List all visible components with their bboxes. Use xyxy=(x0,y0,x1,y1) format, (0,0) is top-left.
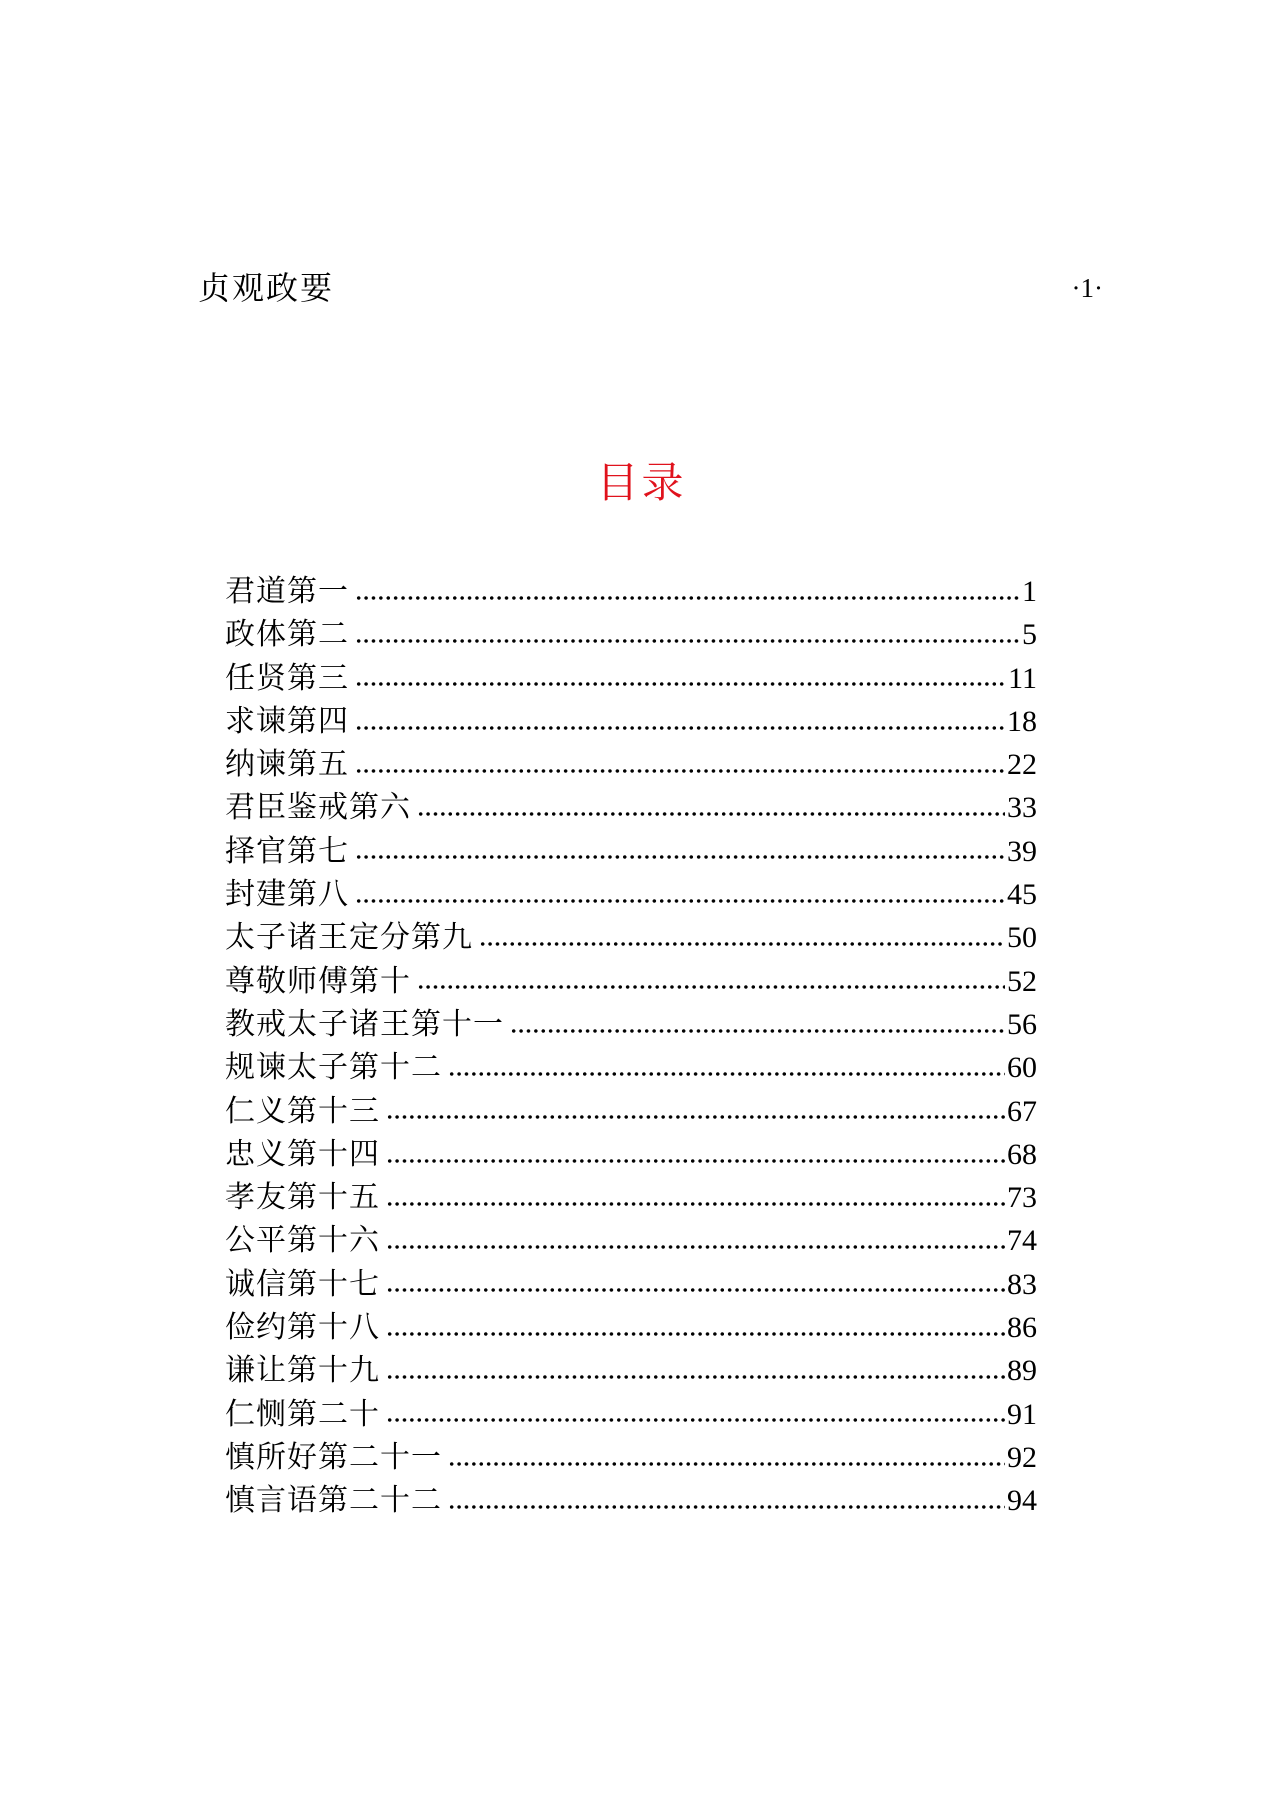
table-of-contents xyxy=(225,572,1037,1525)
toc-entry[interactable] xyxy=(225,702,1037,745)
toc-entry-label: 君臣鉴戒第六 xyxy=(225,790,411,826)
book-title: 贞观政要 xyxy=(198,269,335,307)
toc-entry[interactable] xyxy=(225,1048,1037,1091)
dot-leader xyxy=(386,1115,1005,1119)
toc-heading: 目录 xyxy=(596,458,687,507)
toc-entry[interactable] xyxy=(225,1178,1037,1221)
toc-entry[interactable] xyxy=(225,962,1037,1005)
toc-entry-label: 仁义第十三 xyxy=(225,1093,380,1129)
toc-entry-label: 君道第一 xyxy=(225,574,349,609)
toc-entry-label: 慎所好第二十一 xyxy=(225,1439,442,1475)
toc-entry-page: 22 xyxy=(1007,748,1037,782)
dot-leader xyxy=(448,1072,1005,1076)
toc-entry-label: 太子诸王定分第九 xyxy=(225,920,473,956)
toc-entry-label: 纳谏第五 xyxy=(225,747,349,783)
dot-leader xyxy=(479,942,1005,946)
toc-entry-label: 公平第十六 xyxy=(225,1223,380,1259)
dot-leader xyxy=(355,769,1005,773)
toc-entry[interactable] xyxy=(225,1005,1037,1048)
toc-entry-page: 89 xyxy=(1007,1354,1037,1388)
toc-entry[interactable] xyxy=(225,832,1037,875)
dot-leader xyxy=(448,1505,1005,1509)
toc-entry[interactable] xyxy=(225,615,1037,658)
toc-entry-page: 33 xyxy=(1007,791,1037,825)
toc-entry-label: 俭约第十八 xyxy=(225,1310,380,1346)
toc-entry[interactable] xyxy=(225,1221,1037,1264)
toc-entry-page: 56 xyxy=(1007,1007,1037,1041)
dot-leader xyxy=(417,985,1005,989)
toc-entry[interactable] xyxy=(225,1351,1037,1394)
toc-entry-page: 60 xyxy=(1007,1051,1037,1085)
toc-entry[interactable] xyxy=(225,918,1037,961)
dot-leader xyxy=(355,899,1005,903)
dot-leader xyxy=(386,1245,1005,1249)
dot-leader xyxy=(386,1418,1005,1422)
toc-entry-page: 83 xyxy=(1007,1267,1037,1301)
toc-entry-label: 诚信第十七 xyxy=(225,1266,380,1302)
toc-entry[interactable] xyxy=(225,572,1037,615)
toc-entry-page: 91 xyxy=(1007,1397,1037,1431)
dot-leader xyxy=(386,1375,1005,1379)
dot-leader xyxy=(510,1029,1005,1033)
toc-entry-label: 政体第二 xyxy=(225,617,349,653)
toc-entry[interactable] xyxy=(225,745,1037,788)
toc-entry[interactable] xyxy=(225,659,1037,702)
toc-entry-page: 11 xyxy=(1008,661,1037,695)
toc-entry-page: 73 xyxy=(1007,1181,1037,1215)
toc-entry-label: 尊敬师傅第十 xyxy=(225,963,411,999)
toc-entry-label: 慎言语第二十二 xyxy=(225,1483,442,1519)
toc-entry-label: 规谏太子第十二 xyxy=(225,1050,442,1086)
toc-entry-page: 74 xyxy=(1007,1224,1037,1258)
toc-entry-page: 67 xyxy=(1007,1094,1037,1128)
toc-entry-page: 94 xyxy=(1007,1484,1037,1518)
toc-entry[interactable] xyxy=(225,1092,1037,1135)
toc-entry-page: 92 xyxy=(1007,1440,1037,1474)
toc-entry-page: 50 xyxy=(1007,921,1037,955)
dot-leader xyxy=(355,639,1020,643)
toc-entry-label: 谦让第十九 xyxy=(225,1353,380,1389)
toc-entry[interactable] xyxy=(225,875,1037,918)
toc-entry[interactable] xyxy=(225,1308,1037,1351)
dot-leader xyxy=(386,1332,1005,1336)
toc-entry[interactable] xyxy=(225,788,1037,831)
toc-entry-label: 封建第八 xyxy=(225,877,349,913)
dot-leader xyxy=(386,1288,1005,1292)
toc-entry-page: 39 xyxy=(1007,834,1037,868)
dot-leader xyxy=(355,682,1006,686)
dot-leader xyxy=(355,726,1005,730)
toc-entry-label: 求谏第四 xyxy=(225,703,349,739)
toc-entry-label: 任贤第三 xyxy=(225,660,349,696)
toc-entry-page: 18 xyxy=(1007,704,1037,738)
dot-leader xyxy=(386,1202,1005,1206)
toc-entry[interactable] xyxy=(225,1481,1037,1524)
toc-entry-page: 52 xyxy=(1007,964,1037,998)
toc-entry-page: 86 xyxy=(1007,1311,1037,1345)
toc-entry-page: 1 xyxy=(1022,575,1037,608)
toc-entry-page: 45 xyxy=(1007,878,1037,912)
toc-entry[interactable] xyxy=(225,1265,1037,1308)
dot-leader xyxy=(355,596,1020,600)
dot-leader xyxy=(355,855,1005,859)
toc-entry[interactable] xyxy=(225,1135,1037,1178)
toc-entry-page: 68 xyxy=(1007,1137,1037,1171)
dot-leader xyxy=(417,812,1005,816)
toc-entry-label: 忠义第十四 xyxy=(225,1136,380,1172)
toc-entry-page: 5 xyxy=(1022,618,1037,652)
dot-leader xyxy=(448,1462,1005,1466)
toc-entry-label: 择官第七 xyxy=(225,833,349,869)
dot-leader xyxy=(386,1159,1005,1163)
toc-entry[interactable] xyxy=(225,1395,1037,1438)
toc-entry-label: 孝友第十五 xyxy=(225,1180,380,1216)
toc-entry-label: 仁恻第二十 xyxy=(225,1396,380,1432)
toc-entry-label: 教戒太子诸王第十一 xyxy=(225,1006,504,1042)
toc-entry[interactable] xyxy=(225,1438,1037,1481)
page-number: ·1· xyxy=(1071,273,1103,303)
